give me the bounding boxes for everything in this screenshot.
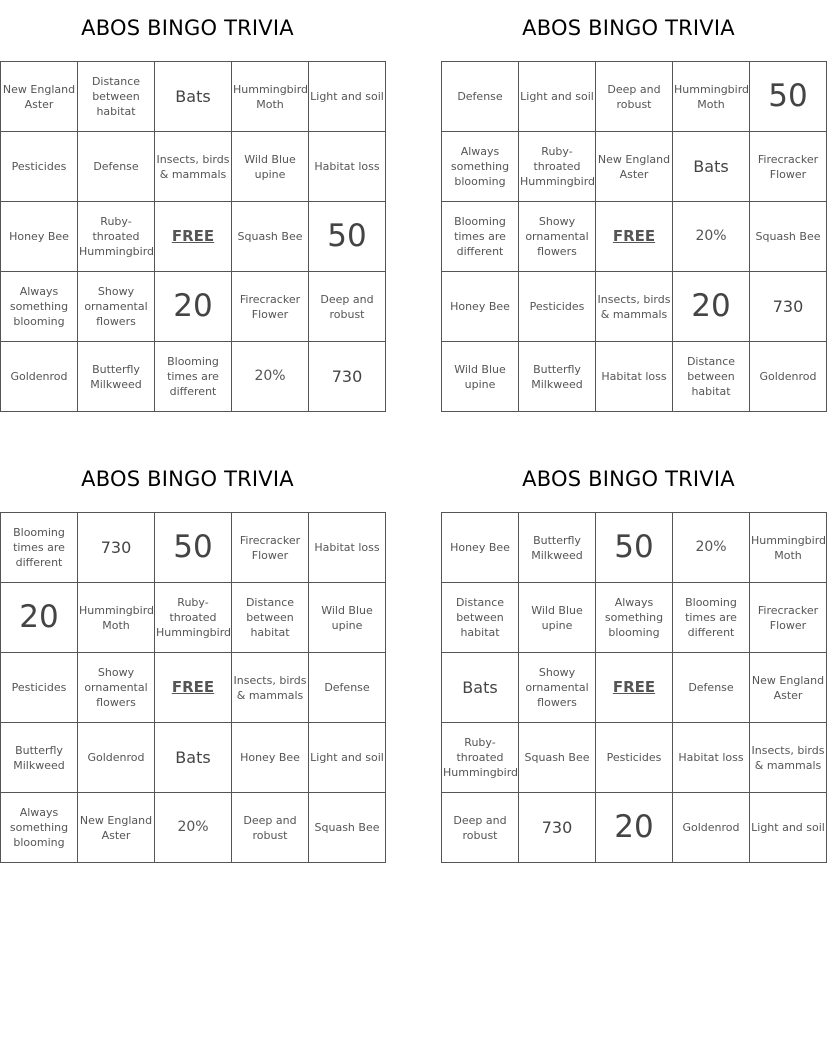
bingo-cell: Squash Bee [309,793,386,863]
bingo-cell: 20 [673,272,750,342]
bingo-row [1,653,386,723]
bingo-cell: Firecracker Flower [232,272,309,342]
bingo-cell: Deep and robust [442,793,519,863]
bingo-cell: Showy ornamental flowers [519,202,596,272]
bingo-cell: Habitat loss [596,342,673,412]
bingo-cell: Defense [78,132,155,202]
bingo-cell: Bats [442,653,519,723]
bingo-row [442,513,827,583]
bingo-cell: Goldenrod [78,723,155,793]
bingo-cell: 50 [596,513,673,583]
bingo-cell: Showy ornamental flowers [78,653,155,723]
bingo-cell: 50 [750,62,827,132]
bingo-cell: Pesticides [519,272,596,342]
bingo-cell: Pesticides [1,132,78,202]
bingo-cell: Insects, birds & mammals [596,272,673,342]
bingo-cell: Goldenrod [1,342,78,412]
bingo-cell: Pesticides [596,723,673,793]
bingo-cell: 730 [309,342,386,412]
bingo-cell: Wild Blue upine [309,583,386,653]
bingo-cell: Showy ornamental flowers [78,272,155,342]
bingo-cell: Bats [155,723,232,793]
bingo-cell: Firecracker Flower [750,583,827,653]
bingo-cell: Hummingbird Moth [750,513,827,583]
bingo-cell: Distance between habitat [673,342,750,412]
bingo-cell: 20 [1,583,78,653]
bingo-cell: Defense [309,653,386,723]
bingo-row [1,342,386,412]
bingo-cell: Blooming times are different [155,342,232,412]
free-space: FREE [155,653,232,723]
card-title: ABOS BINGO TRIVIA [81,467,294,491]
bingo-cell: Habitat loss [673,723,750,793]
bingo-cell: Hummingbird Moth [78,583,155,653]
bingo-cell: Firecracker Flower [750,132,827,202]
bingo-grid [441,512,827,863]
bingo-cell: Always something blooming [596,583,673,653]
bingo-cell: Bats [155,62,232,132]
bingo-cell: 730 [519,793,596,863]
bingo-cell: 20% [673,202,750,272]
free-space: FREE [596,653,673,723]
bingo-row [442,793,827,863]
bingo-cell: Squash Bee [519,723,596,793]
bingo-cell: New England Aster [750,653,827,723]
bingo-cell: 730 [78,513,155,583]
bingo-cell: Butterfly Milkweed [1,723,78,793]
bingo-cell: New England Aster [78,793,155,863]
bingo-cell: 730 [750,272,827,342]
bingo-cell: Squash Bee [750,202,827,272]
bingo-cell: Blooming times are different [1,513,78,583]
bingo-row [1,723,386,793]
card-title: ABOS BINGO TRIVIA [522,467,735,491]
bingo-cell: Light and soil [309,62,386,132]
bingo-cell: Deep and robust [309,272,386,342]
bingo-grid [441,61,827,412]
bingo-cell: Honey Bee [1,202,78,272]
bingo-cell: Light and soil [519,62,596,132]
bingo-cell: Ruby-throated Hummingbird [519,132,596,202]
bingo-cell: Butterfly Milkweed [519,513,596,583]
bingo-cell: Showy ornamental flowers [519,653,596,723]
bingo-cell: Honey Bee [442,513,519,583]
bingo-row [442,272,827,342]
bingo-cell: Light and soil [309,723,386,793]
bingo-cell: Deep and robust [596,62,673,132]
bingo-row [442,202,827,272]
bingo-cell: Honey Bee [442,272,519,342]
bingo-cell: Blooming times are different [442,202,519,272]
bingo-cell: Insects, birds & mammals [155,132,232,202]
bingo-cell: Distance between habitat [232,583,309,653]
bingo-cell: Pesticides [1,653,78,723]
bingo-cell: Wild Blue upine [442,342,519,412]
bingo-cell: Hummingbird Moth [673,62,750,132]
bingo-cell: New England Aster [596,132,673,202]
bingo-cell: 20% [155,793,232,863]
bingo-row [1,272,386,342]
bingo-cell: Distance between habitat [78,62,155,132]
bingo-grid [0,512,386,863]
bingo-cell: Wild Blue upine [232,132,309,202]
bingo-cell: 20 [596,793,673,863]
bingo-row [442,132,827,202]
card-title: ABOS BINGO TRIVIA [522,16,735,40]
bingo-cell: Defense [442,62,519,132]
bingo-row [442,583,827,653]
bingo-cell: 20 [155,272,232,342]
bingo-row [442,723,827,793]
bingo-cell: Ruby-throated Hummingbird [78,202,155,272]
bingo-cell: Ruby-throated Hummingbird [442,723,519,793]
bingo-row [1,62,386,132]
bingo-row [1,513,386,583]
bingo-cell: 20% [232,342,309,412]
bingo-cell: Butterfly Milkweed [519,342,596,412]
bingo-cell: Squash Bee [232,202,309,272]
free-space: FREE [155,202,232,272]
bingo-cell: Defense [673,653,750,723]
bingo-row [1,793,386,863]
bingo-cell: 50 [155,513,232,583]
bingo-cell: Insects, birds & mammals [232,653,309,723]
bingo-cell: Firecracker Flower [232,513,309,583]
bingo-cell: Habitat loss [309,132,386,202]
bingo-cell: Always something blooming [1,793,78,863]
bingo-grid [0,61,386,412]
bingo-cell: Blooming times are different [673,583,750,653]
bingo-cell: Always something blooming [1,272,78,342]
bingo-cell: Wild Blue upine [519,583,596,653]
bingo-cell: Butterfly Milkweed [78,342,155,412]
bingo-cell: Habitat loss [309,513,386,583]
bingo-row [1,132,386,202]
bingo-row [1,202,386,272]
bingo-row [1,583,386,653]
bingo-row [442,342,827,412]
bingo-cell: Goldenrod [673,793,750,863]
bingo-row [442,653,827,723]
bingo-row [442,62,827,132]
bingo-cell: Goldenrod [750,342,827,412]
bingo-cell: Deep and robust [232,793,309,863]
bingo-cell: Bats [673,132,750,202]
bingo-cell: 50 [309,202,386,272]
bingo-cell: Insects, birds & mammals [750,723,827,793]
bingo-cell: Always something blooming [442,132,519,202]
bingo-cell: Honey Bee [232,723,309,793]
card-title: ABOS BINGO TRIVIA [81,16,294,40]
bingo-cell: Ruby-throated Hummingbird [155,583,232,653]
bingo-cell: 20% [673,513,750,583]
bingo-cell: New England Aster [1,62,78,132]
bingo-cell: Light and soil [750,793,827,863]
bingo-cell: Hummingbird Moth [232,62,309,132]
bingo-cell: Distance between habitat [442,583,519,653]
free-space: FREE [596,202,673,272]
